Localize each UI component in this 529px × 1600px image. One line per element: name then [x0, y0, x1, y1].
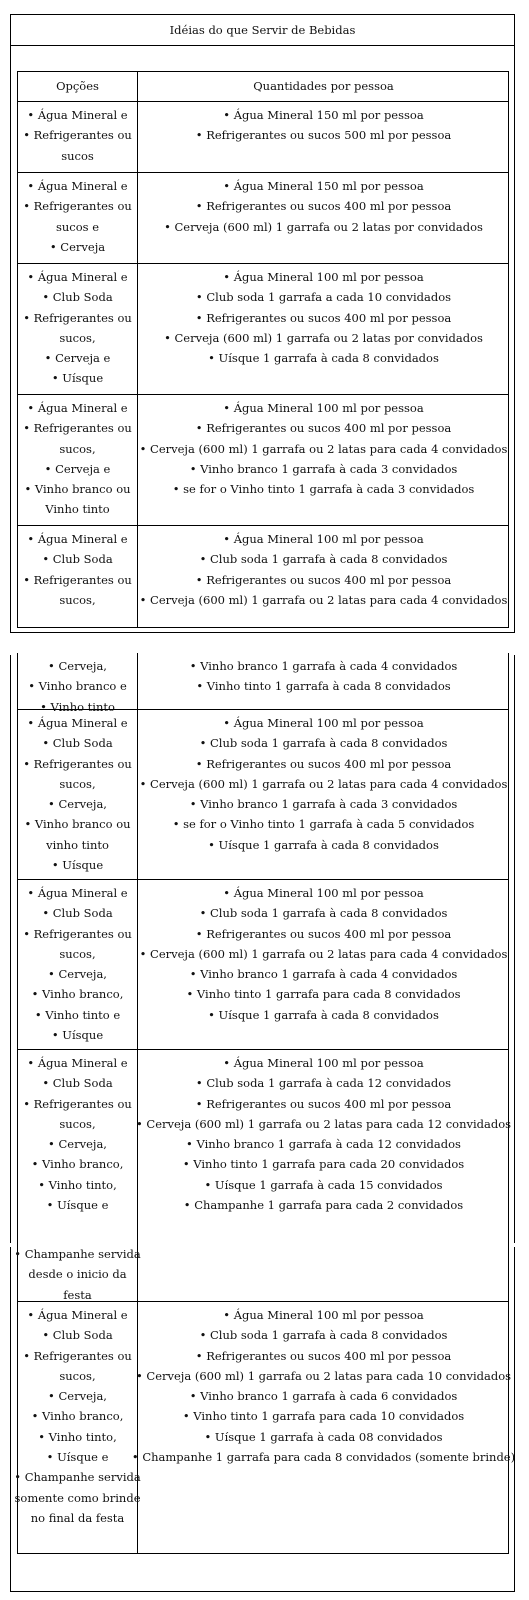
cell-opcoes: [18, 653, 138, 714]
table-row: [14, 1241, 508, 1302]
cell-quantidades: [139, 710, 508, 879]
opcao-line: • Cerveja e: [44, 351, 111, 366]
cell-opcoes: [18, 173, 138, 263]
quantidade-line: • se for o Vinho tinto 1 garrafa à cada 5 convidados: [172, 817, 475, 832]
opcao-line: • Cerveja,: [48, 1389, 107, 1404]
opcao-line: • Cerveja,: [48, 967, 107, 982]
quantidade-line: • Champanhe 1 garrafa para cada 8 convidados (somente brinde): [131, 1450, 516, 1465]
cell-quantidades: [139, 880, 508, 1049]
cell-opcoes: [14, 1302, 141, 1554]
table-row: [18, 394, 508, 525]
quantidade-line: • Água Mineral 100 ml por pessoa: [223, 716, 424, 730]
table-row: [18, 525, 508, 628]
quantidade-line: • Cerveja (600 ml) 1 garrafa ou 2 latas para cada 4 convidados: [139, 946, 508, 961]
opcao-line: sucos,: [59, 776, 96, 791]
table-row: [18, 263, 508, 394]
cell-opcoes: [18, 880, 138, 1049]
opcao-line: • Vinho branco ou: [24, 482, 131, 497]
quantidade-line: • Vinho branco 1 garrafa à cada 3 convidados: [189, 461, 458, 476]
quantidade-line: • Refrigerantes ou sucos 400 ml por pessoa: [195, 572, 452, 587]
table-row: [18, 709, 508, 879]
beverage-table-part-1: [17, 71, 509, 628]
opcao-line: • Vinho tinto e: [34, 1007, 121, 1022]
cell-quantidades: [131, 1302, 516, 1554]
opcao-line: • Club Soda: [42, 736, 113, 751]
opcao-line: • Cerveja: [49, 239, 106, 254]
quantidade-line: • Água Mineral 100 ml por pessoa: [223, 401, 424, 415]
quantidade-line: • Uísque 1 garrafa à cada 08 convidados: [204, 1429, 443, 1444]
table-row: [18, 879, 508, 1049]
opcao-line: • Vinho tinto,: [38, 1177, 117, 1192]
quantidade-line: • Água Mineral 100 ml por pessoa: [223, 270, 424, 284]
quantidade-line: • Vinho branco 1 garrafa à cada 4 convidados: [189, 967, 458, 982]
document-page-3: [10, 1247, 515, 1592]
quantidade-line: • Uísque 1 garrafa à cada 15 convidados: [204, 1177, 443, 1192]
beverage-table-part-2: [17, 653, 512, 1243]
opcao-line: • Refrigerantes ou: [23, 421, 132, 436]
quantidade-line: • Cerveja (600 ml) 1 garrafa ou 2 latas por convidados: [164, 219, 483, 234]
cell-opcoes: [18, 102, 138, 172]
quantidade-line: • Vinho branco 1 garrafa à cada 6 convidados: [189, 1389, 458, 1404]
quantidade-line: • Vinho branco 1 garrafa à cada 4 convidados: [189, 659, 458, 673]
opcao-line: • Cerveja,: [48, 797, 107, 812]
quantidade-line: • Champanhe 1 garrafa para cada 2 convidados: [183, 1198, 464, 1213]
quantidade-line: • Água Mineral 100 ml por pessoa: [223, 1056, 424, 1070]
opcao-line: • Club Soda: [42, 290, 113, 305]
cell-quantidades: [135, 1050, 512, 1243]
header-quantidades: [139, 72, 508, 101]
opcao-line: • Refrigerantes ou: [23, 1096, 132, 1111]
opcao-line: • Champanhe servida: [14, 1470, 141, 1485]
quantidade-line: • Refrigerantes ou sucos 400 ml por pessoa: [195, 310, 452, 325]
cell-quantidades: [139, 395, 508, 525]
opcao-line: • Água Mineral e: [27, 179, 128, 193]
table-row: [18, 172, 508, 263]
table-header-row: [18, 71, 508, 101]
opcao-line: • Uísque e: [46, 1198, 109, 1213]
opcao-line: • Uísque: [51, 1028, 104, 1043]
opcao-line: Vinho tinto: [45, 502, 110, 517]
opcao-line: • Champanhe servida: [14, 1247, 141, 1261]
opcao-line: • Refrigerantes ou: [23, 572, 132, 587]
quantidade-line: • Uísque 1 garrafa à cada 8 convidados: [208, 351, 439, 366]
opcao-line: • Club Soda: [42, 1328, 113, 1343]
cell-quantidades: [139, 102, 508, 172]
opcao-line: • Vinho branco,: [31, 987, 124, 1002]
cell-opcoes: [14, 1241, 141, 1302]
quantidade-line: • Vinho tinto 1 garrafa para cada 8 convidados: [186, 987, 461, 1002]
opcao-line: • Água Mineral e: [27, 532, 128, 546]
opcao-line: • Uísque: [51, 858, 104, 873]
opcao-line: sucos,: [59, 946, 96, 961]
opcao-line: somente como brinde: [14, 1490, 141, 1505]
opcao-line: • Refrigerantes ou: [23, 926, 132, 941]
quantidade-line: • Cerveja (600 ml) 1 garrafa ou 2 latas para cada 4 convidados: [139, 592, 508, 607]
opcao-line: • Club Soda: [42, 552, 113, 567]
opcao-line: • Cerveja e: [44, 461, 111, 476]
quantidade-line: • Refrigerantes ou sucos 400 ml por pessoa: [195, 199, 452, 214]
opcao-line: sucos e: [55, 219, 100, 234]
cell-quantidades: [139, 653, 508, 709]
opcao-line: sucos: [61, 148, 94, 163]
opcao-line: • Água Mineral e: [27, 108, 128, 122]
quantidade-line: • Água Mineral 100 ml por pessoa: [223, 886, 424, 900]
quantidade-line: • Cerveja (600 ml) 1 garrafa ou 2 latas para cada 10 convidados: [135, 1368, 512, 1383]
opcao-line: • Refrigerantes ou: [23, 310, 132, 325]
opcao-line: • Refrigerantes ou: [23, 1348, 132, 1363]
opcao-line: • Água Mineral e: [27, 1056, 128, 1070]
quantidade-line: • Club soda 1 garrafa à cada 8 convidados: [199, 906, 448, 921]
quantidade-line: • Uísque 1 garrafa à cada 8 convidados: [208, 837, 439, 852]
quantidade-line: • Cerveja (600 ml) 1 garrafa ou 2 latas por convidados: [164, 330, 483, 345]
quantidade-line: • Vinho branco 1 garrafa à cada 3 convidados: [189, 797, 458, 812]
opcao-line: sucos,: [59, 592, 96, 607]
opcao-line: • Uísque e: [46, 1450, 109, 1465]
quantidade-line: • Refrigerantes ou sucos 400 ml por pessoa: [195, 1348, 452, 1363]
table-row: [14, 1301, 516, 1554]
quantidade-line: • Vinho tinto 1 garrafa para cada 10 convidados: [182, 1409, 465, 1424]
page-title: Idéias do que Servir de Bebidas: [11, 15, 514, 46]
quantidade-line: • Club soda 1 garrafa à cada 8 convidados: [199, 736, 448, 751]
quantidade-line: • Cerveja (600 ml) 1 garrafa ou 2 latas para cada 12 convidados: [135, 1116, 512, 1131]
cell-opcoes: [18, 264, 138, 394]
header-opcoes: [18, 72, 138, 101]
cell-opcoes: [18, 710, 138, 879]
quantidade-line: • Refrigerantes ou sucos 400 ml por pessoa: [195, 756, 452, 771]
opcao-line: • Vinho branco,: [31, 1157, 124, 1172]
quantidade-line: • se for o Vinho tinto 1 garrafa à cada 3 convidados: [172, 482, 475, 497]
beverage-table-part-3: [14, 1241, 516, 1554]
quantidade-line: • Água Mineral 100 ml por pessoa: [223, 1308, 424, 1322]
opcao-line: sucos,: [59, 441, 96, 456]
opcao-line: desde o inicio da: [28, 1267, 127, 1282]
document-page-2: [10, 655, 515, 1243]
opcao-line: • Água Mineral e: [27, 401, 128, 415]
opcao-line: • Vinho tinto: [40, 699, 115, 714]
opcao-line: • Vinho tinto,: [38, 1429, 117, 1444]
opcao-line: • Cerveja,: [48, 659, 107, 673]
quantidade-line: • Refrigerantes ou sucos 400 ml por pessoa: [195, 926, 452, 941]
opcao-line: vinho tinto: [46, 837, 109, 852]
quantidade-line: • Água Mineral 150 ml por pessoa: [223, 179, 424, 193]
quantidade-line: • Club soda 1 garrafa a cada 10 convidados: [195, 290, 452, 305]
quantidade-line: • Club soda 1 garrafa à cada 8 convidados: [199, 1328, 448, 1343]
opcao-line: sucos,: [59, 1116, 96, 1131]
header-quantidades-label: Quantidades por pessoa: [253, 79, 394, 94]
table-row: [18, 653, 508, 714]
opcao-line: • Água Mineral e: [27, 886, 128, 900]
opcao-line: sucos,: [59, 330, 96, 345]
quantidade-line: • Cerveja (600 ml) 1 garrafa ou 2 latas para cada 4 convidados: [139, 441, 508, 456]
quantidade-line: • Vinho tinto 1 garrafa à cada 8 convidados: [196, 679, 451, 694]
opcao-line: • Club Soda: [42, 906, 113, 921]
cell-quantidades: [139, 526, 508, 628]
opcao-line: • Refrigerantes ou: [23, 199, 132, 214]
opcao-line: • Vinho branco e: [28, 679, 127, 694]
opcao-line: • Refrigerantes ou: [23, 128, 132, 143]
cell-opcoes: [18, 526, 138, 628]
header-opcoes-label: Opções: [56, 79, 99, 94]
quantidade-line: • Vinho tinto 1 garrafa para cada 20 convidados: [182, 1157, 465, 1172]
opcao-line: festa: [63, 1287, 92, 1302]
cell-quantidades: [139, 264, 508, 394]
opcao-line: • Refrigerantes ou: [23, 756, 132, 771]
opcao-line: • Club Soda: [42, 1076, 113, 1091]
cell-opcoes: [18, 1050, 138, 1243]
quantidade-line: • Club soda 1 garrafa à cada 12 convidados: [195, 1076, 452, 1091]
opcao-line: sucos,: [59, 1368, 96, 1383]
quantidade-line: • Uísque 1 garrafa à cada 8 convidados: [208, 1007, 439, 1022]
quantidade-line: • Refrigerantes ou sucos 400 ml por pessoa: [195, 1096, 452, 1111]
cell-quantidades: [139, 1241, 508, 1301]
opcao-line: • Uísque: [51, 371, 104, 386]
opcao-line: • Água Mineral e: [27, 1308, 128, 1322]
quantidade-line: • Club soda 1 garrafa à cada 8 convidados: [199, 552, 448, 567]
opcao-line: • Água Mineral e: [27, 270, 128, 284]
opcao-line: • Vinho branco ou: [24, 817, 131, 832]
quantidade-line: • Água Mineral 150 ml por pessoa: [223, 108, 424, 122]
opcao-line: • Vinho branco,: [31, 1409, 124, 1424]
quantidade-line: • Vinho branco 1 garrafa à cada 12 convidados: [186, 1137, 461, 1152]
opcao-line: • Água Mineral e: [27, 716, 128, 730]
opcao-line: • Cerveja,: [48, 1137, 107, 1152]
quantidade-line: • Cerveja (600 ml) 1 garrafa ou 2 latas para cada 4 convidados: [139, 776, 508, 791]
quantidade-line: • Água Mineral 100 ml por pessoa: [223, 532, 424, 546]
table-row: [18, 101, 508, 172]
quantidade-line: • Refrigerantes ou sucos 400 ml por pessoa: [195, 421, 452, 436]
cell-quantidades: [139, 173, 508, 263]
document-page-1: [10, 14, 515, 633]
cell-opcoes: [18, 395, 138, 525]
opcao-line: no final da festa: [30, 1510, 125, 1525]
table-row: [18, 1049, 512, 1243]
quantidade-line: • Refrigerantes ou sucos 500 ml por pessoa: [195, 128, 452, 143]
